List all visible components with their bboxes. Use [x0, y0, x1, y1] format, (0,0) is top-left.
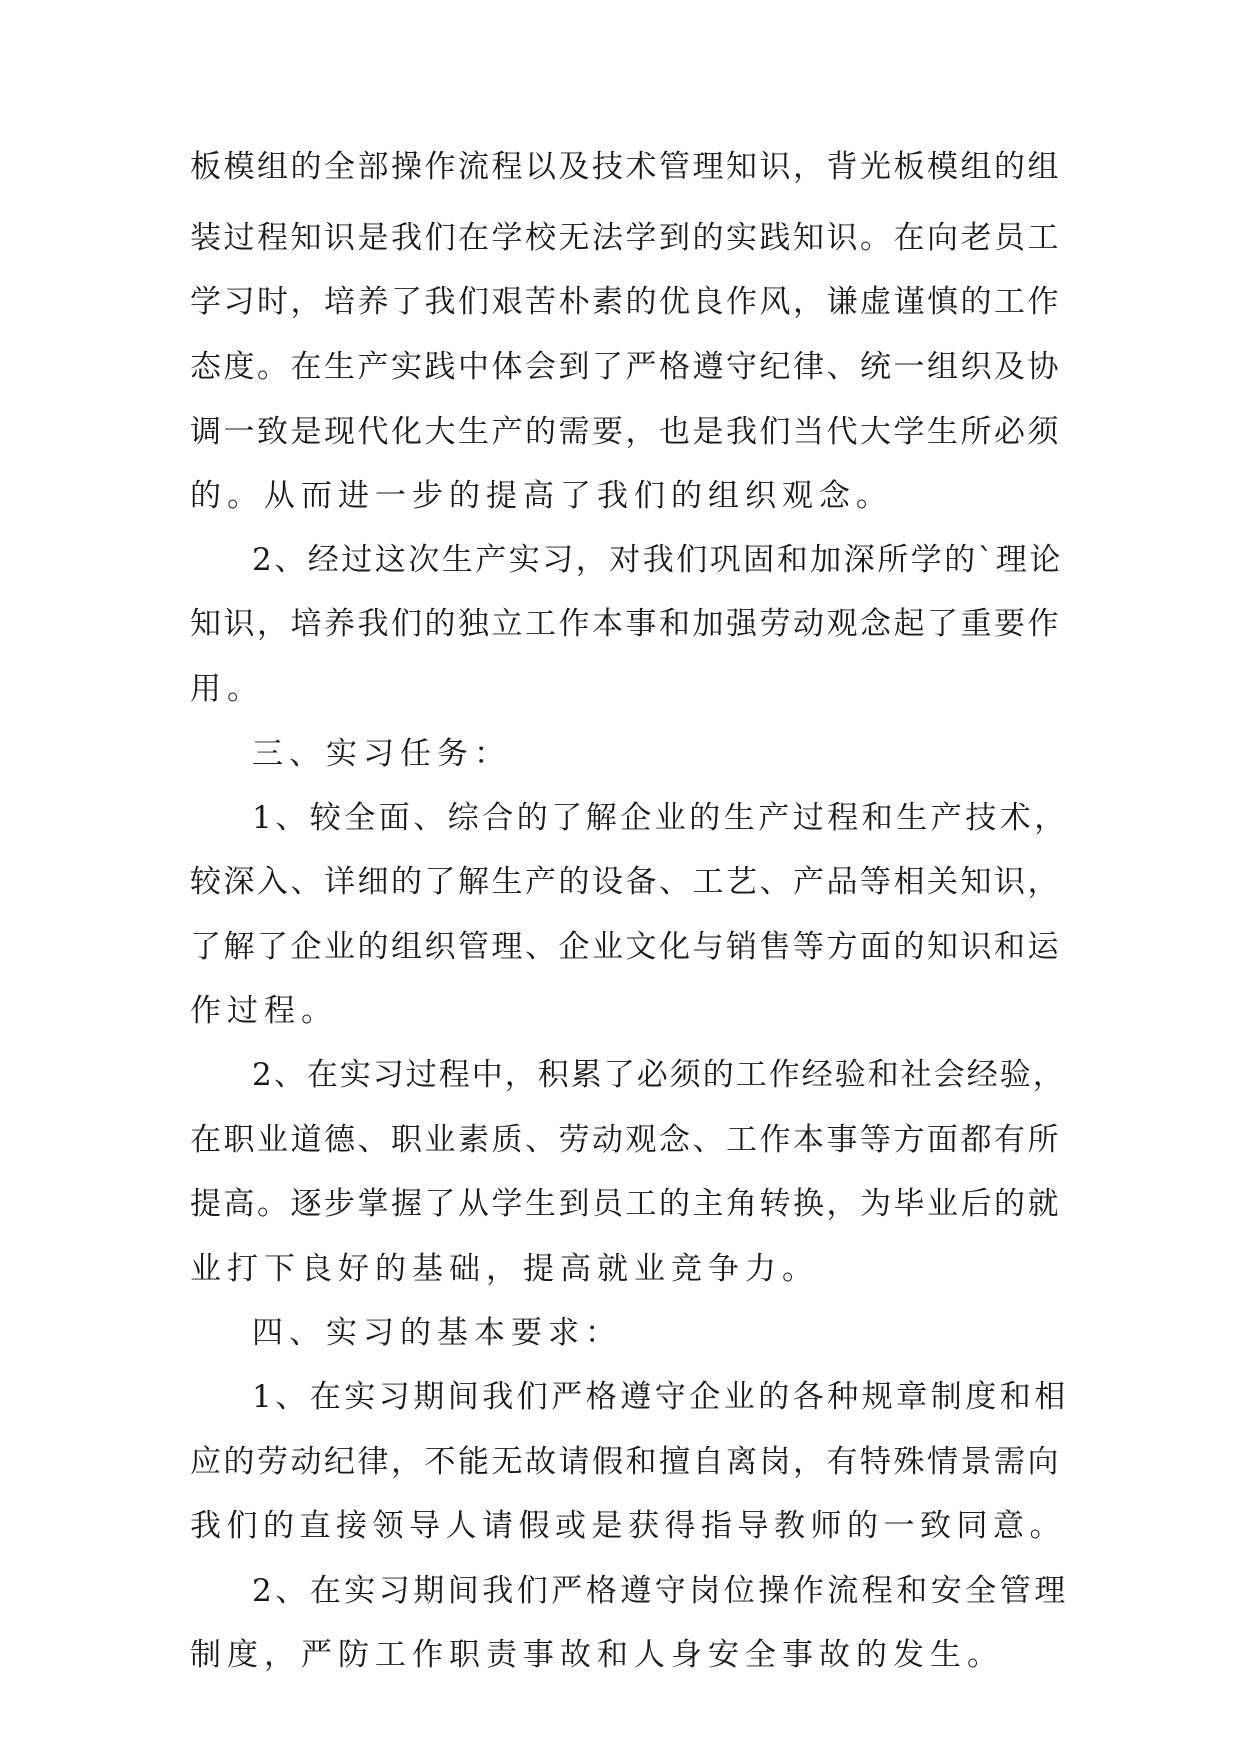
text-line: 在职业道德、职业素质、劳动观念、工作本事等方面都有所 — [190, 1122, 1061, 1158]
section-heading: 四、实习的基本要求： — [252, 1315, 622, 1351]
text-line: 应的劳动纪律，不能无故请假和擅自离岗，有特殊情景需向 — [190, 1444, 1061, 1480]
paragraph-first-line: 1、较全面、综合的了解企业的生产过程和生产技术， — [252, 800, 1069, 836]
text-line: 板模组的全部操作流程以及技术管理知识，背光板模组的组 — [190, 149, 1061, 185]
text-line: 我们的直接领导人请假或是获得指导教师的一致同意。 — [190, 1508, 1066, 1544]
paragraph-first-line: 1、在实习期间我们严格遵守企业的各种规章制度和相 — [252, 1379, 1069, 1415]
text-line: 装过程知识是我们在学校无法学到的实践知识。在向老员工 — [190, 220, 1061, 256]
paragraph-first-line: 2、经过这次生产实习，对我们巩固和加深所学的`理论 — [252, 542, 1063, 578]
text-line: 较深入、详细的了解生产的设备、工艺、产品等相关知识， — [190, 864, 1061, 900]
text-line: 业打下良好的基础，提高就业竞争力。 — [190, 1251, 819, 1287]
text-line: 了解了企业的组织管理、企业文化与销售等方面的知识和运 — [190, 929, 1061, 965]
paragraph-first-line: 2、在实习过程中，积累了必须的工作经验和社会经验， — [252, 1057, 1066, 1093]
text-line: 用。 — [190, 671, 264, 707]
section-heading: 三、实习任务： — [252, 736, 511, 772]
text-line: 制度，严防工作职责事故和人身安全事故的发生。 — [190, 1637, 1004, 1673]
text-line: 提高。逐步掌握了从学生到员工的主角转换，为毕业后的就 — [190, 1186, 1061, 1222]
text-line: 态度。在生产实践中体会到了严格遵守纪律、统一组织及协 — [190, 349, 1061, 385]
paragraph-first-line: 2、在实习期间我们严格遵守岗位操作流程和安全管理 — [252, 1573, 1069, 1609]
text-line: 作过程。 — [190, 993, 338, 1029]
text-line: 调一致是现代化大生产的需要，也是我们当代大学生所必须 — [190, 414, 1061, 450]
text-line: 学习时，培养了我们艰苦朴素的优良作风，谦虚谨慎的工作 — [190, 284, 1061, 320]
text-line: 的。从而进一步的提高了我们的组织观念。 — [190, 478, 893, 514]
text-line: 知识，培养我们的独立工作本事和加强劳动观念起了重要作 — [190, 606, 1061, 642]
